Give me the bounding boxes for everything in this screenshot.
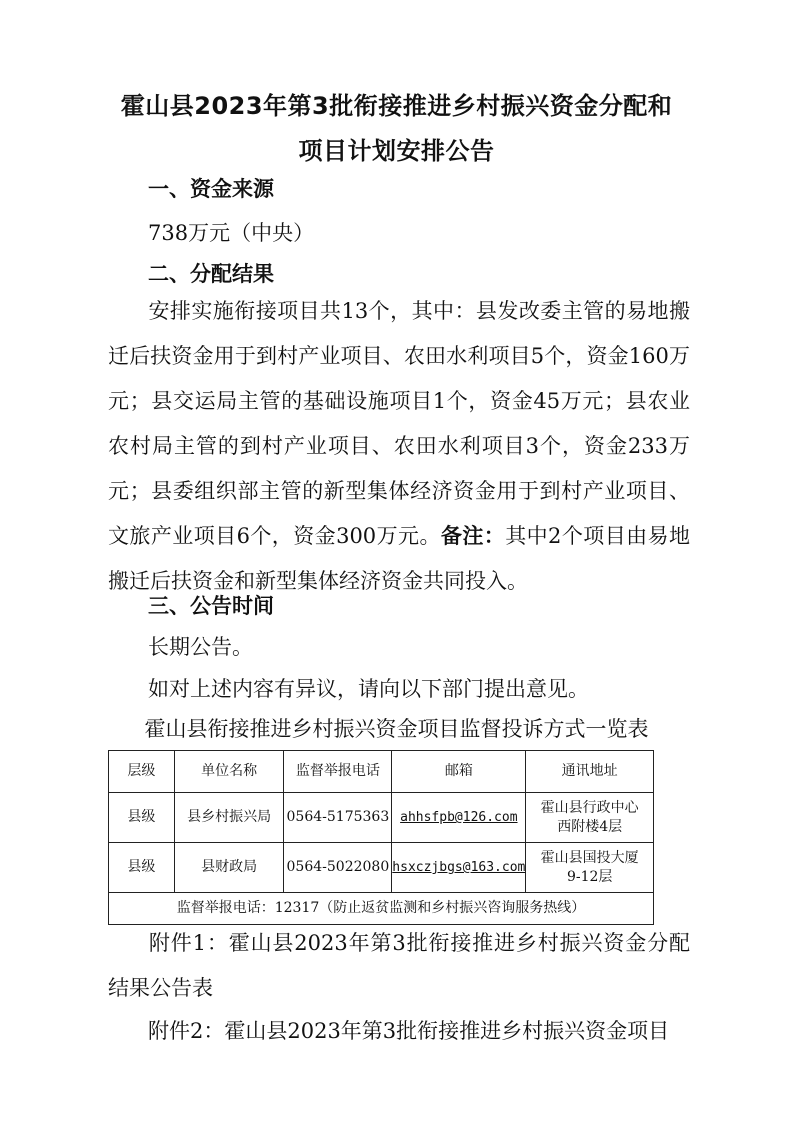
table-title: 霍山县衔接推进乡村振兴资金项目监督投诉方式一览表	[144, 717, 649, 741]
section2-text: 安排实施衔接项目共13个，其中：县发改委主管的易地搬迁后扶资金用于到村产业项目、农田水利项目5个，资金160万元；县交运局主管的基础设施项目1个，资金45万元；县农业农村局主管的到村产业项目、农田水利项目3个，资金233万元；县委组织部主管的新型集体经济资金用于到村产业项目、文旅产业项目6个，资金300万元。	[108, 299, 690, 548]
section3-text: 长期公告。	[148, 635, 253, 659]
cell-address	[526, 843, 654, 893]
cell-phone: 0564-5175363	[284, 793, 392, 843]
address-line2: 9-12层	[566, 868, 613, 885]
cell-level: 县级	[109, 843, 175, 893]
document-title-line1: 霍山县2023年第3批衔接推进乡村振兴资金分配和	[120, 92, 673, 120]
cell-level: 县级	[109, 793, 175, 843]
table-footer-row	[109, 893, 654, 925]
address-line1: 霍山县行政中心	[540, 799, 639, 816]
objection-text: 如对上述内容有异议，请向以下部门提出意见。	[148, 677, 589, 701]
hotline-text: 监督举报电话：12317（防止返贫监测和乡村振兴咨询服务热线）	[109, 893, 654, 925]
attachment2-text	[108, 1009, 690, 1054]
section1-text: 738万元（中央）	[148, 221, 315, 245]
table-row	[109, 793, 654, 843]
section2-paragraph	[108, 289, 690, 604]
header-address: 通讯地址	[526, 751, 654, 793]
header-phone: 监督举报电话	[284, 751, 392, 793]
document-title-line2: 项目计划安排公告	[298, 137, 495, 165]
address-line1: 霍山县国投大厦	[540, 849, 639, 866]
email-link[interactable]: ahhsfpb@126.com	[400, 810, 518, 825]
complaint-contact-table	[108, 750, 654, 925]
section2-heading: 二、分配结果	[148, 262, 274, 286]
header-level: 层级	[109, 751, 175, 793]
cell-email	[392, 793, 526, 843]
note-text: 其中2个项目由易地搬迁后扶资金和新型集体经济资金共同投入。	[108, 524, 690, 593]
cell-phone: 0564-5022080	[284, 843, 392, 893]
cell-email	[392, 843, 526, 893]
cell-address	[526, 793, 654, 843]
section1-heading: 一、资金来源	[148, 177, 274, 201]
table-row	[109, 843, 654, 893]
attachment1-text	[108, 921, 690, 1011]
cell-unit: 县财政局	[174, 843, 284, 893]
address-line2: 西附楼4层	[557, 818, 623, 835]
header-email: 邮箱	[392, 751, 526, 793]
attachment1-label: 附件1：霍山县2023年第3批衔接推进乡村振兴资金分配结果公告表	[108, 931, 690, 1000]
table-header-row	[109, 751, 654, 793]
attachment2-label: 附件2：霍山县2023年第3批衔接推进乡村振兴资金项目	[148, 1019, 670, 1043]
section3-heading: 三、公告时间	[148, 594, 274, 618]
cell-unit: 县乡村振兴局	[174, 793, 284, 843]
note-label: 备注：	[440, 524, 506, 548]
email-link[interactable]: hsxczjbgs@163.com	[392, 860, 526, 875]
header-unit: 单位名称	[174, 751, 284, 793]
